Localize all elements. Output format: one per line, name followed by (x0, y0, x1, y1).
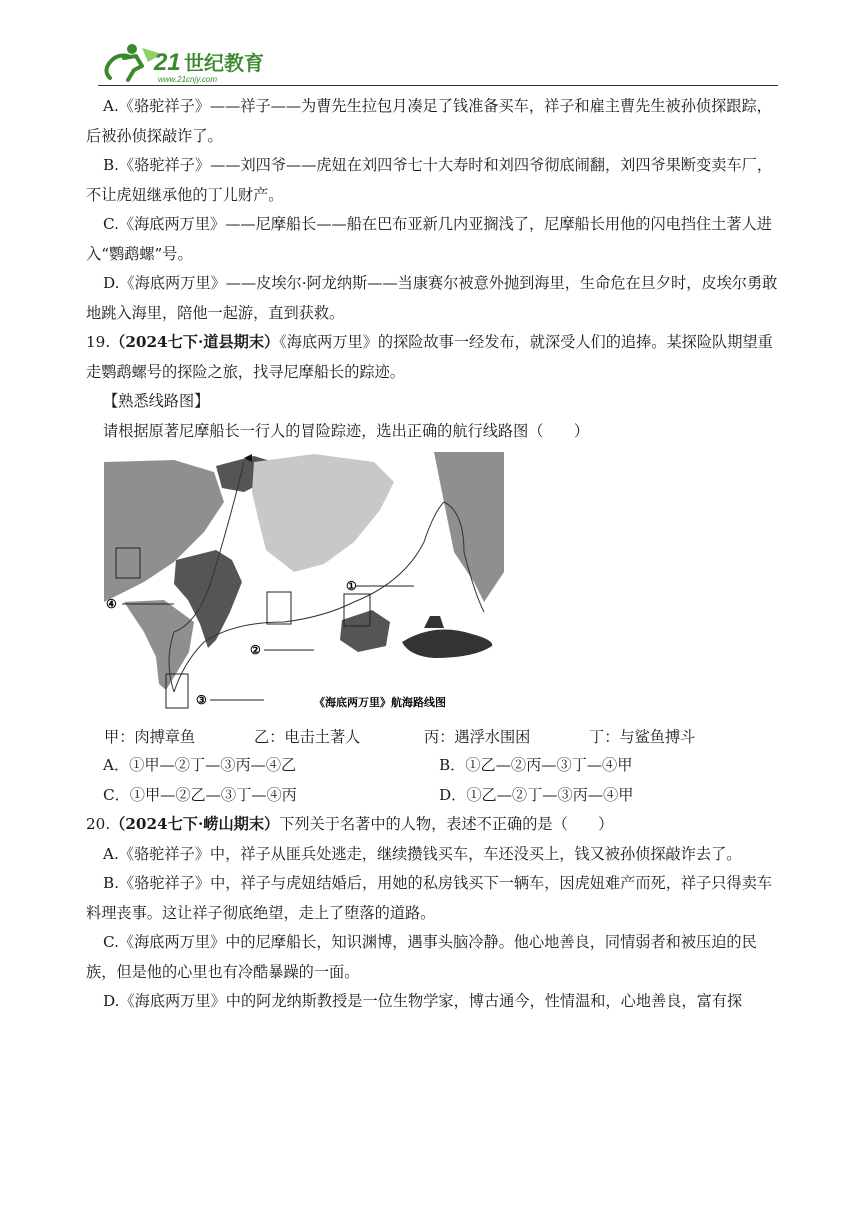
q19-section: 【熟悉线路图】 (103, 392, 210, 410)
q19-prompt: 请根据原著尼摩船长一行人的冒险踪迹，选出正确的航行线路图（ ） (103, 421, 589, 440)
q19-legend (104, 726, 778, 747)
marker-1: ① (346, 579, 357, 593)
q18-option-c: C.《海底两万里》——尼摩船长——船在巴布亚新几内亚搁浅了，尼摩船长用他的闪电挡住土著人进入“鹦鹉螺”号。 (86, 215, 772, 263)
q19-options-row-2 (86, 781, 778, 811)
q19-source: （2024七下·道县期末） (110, 333, 280, 351)
q20-option-a: A.《骆驼祥子》中，祥子从匪兵处逃走，继续攒钱买车，车还没买上，钱又被孙侦探敲诈去了。 (103, 844, 742, 863)
q20-source: （2024七下·崂山期末） (110, 815, 280, 833)
page-content (86, 92, 778, 1017)
q18-option-a: A.《骆驼祥子》——祥子——为曹先生拉包月凑足了钱准备买车，祥子和雇主曹先生被孙侦探跟踪，后被孙侦探敲诈了。 (86, 97, 772, 145)
marker-2: ② (250, 643, 261, 657)
q20-stem-text: 下列关于名著中的人物，表述不正确的是（ ） (279, 815, 614, 833)
q19-option-c: C．①甲—②乙—③丁—④丙 (103, 785, 297, 804)
q20-option-c: C.《海底两万里》中的尼摩船长，知识渊博，遇事头脑冷静。他心地善良，同情弱者和被压迫的民族，但是他的心里也有冷酷暴躁的一面。 (86, 933, 757, 981)
svg-text:21: 21 (154, 49, 181, 76)
map-caption: 《海底两万里》航海路线图 (314, 696, 446, 709)
voyage-map-svg (104, 452, 504, 722)
header-rule (98, 85, 778, 86)
q19-stem-text: 《海底两万里》的探险故事一经发布，就深受人们的追捧。某探险队期望重走鹦鹉螺号的探险之旅，找寻尼摩船长的踪迹。 (86, 333, 773, 381)
q19-option-a: A．①甲—②丁—③丙—④乙 (103, 756, 297, 774)
q20-option-b: B.《骆驼祥子》中，祥子与虎妞结婚后，用她的私房钱买下一辆车，因虎妞难产而死，祥子只得卖车料理丧事。这让祥子彻底绝望，走上了堕落的道路。 (86, 874, 773, 922)
q19-option-d: D．①乙—②丁—③丙—④甲 (439, 785, 634, 804)
q20-stem (86, 810, 778, 840)
legend-ding: 丁：与鲨鱼搏斗 (589, 728, 696, 746)
legend-jia: 甲：肉搏章鱼 (104, 728, 196, 746)
voyage-route-map (104, 452, 504, 722)
marker-3: ③ (196, 693, 207, 707)
q18-option-b: B.《骆驼祥子》——刘四爷——虎妞在刘四爷七十大寿时和刘四爷彻底闹翻，刘四爷果断变卖车厂，不让虎妞继承他的丁儿财产。 (86, 156, 773, 204)
svg-text:www.21cnjy.com: www.21cnjy.com (158, 75, 217, 84)
q18-option-d: D.《海底两万里》——皮埃尔·阿龙纳斯——当康赛尔被意外抛到海里，生命危在旦夕时，皮埃尔勇敢地跳入海里，陪他一起游，直到获救。 (86, 274, 778, 322)
q20-number: 20. (86, 815, 111, 833)
q19-option-b: B．①乙—②丙—③丁—④甲 (439, 756, 633, 774)
marker-4: ④ (106, 597, 117, 611)
q20-option-d: D.《海底两万里》中的阿龙纳斯教授是一位生物学家，博古通今，性情温和，心地善良，富有探 (103, 992, 743, 1010)
svg-text:世纪教育: 世纪教育 (184, 51, 264, 75)
q19-options-row-1 (86, 751, 778, 781)
legend-bing: 丙：遇浮水围困 (424, 728, 531, 746)
21cnjy-logo (98, 40, 298, 86)
q19-number: 19. (86, 333, 111, 351)
legend-yi: 乙：电击土著人 (254, 728, 361, 746)
page-header (98, 36, 778, 88)
q19-stem (86, 328, 778, 387)
